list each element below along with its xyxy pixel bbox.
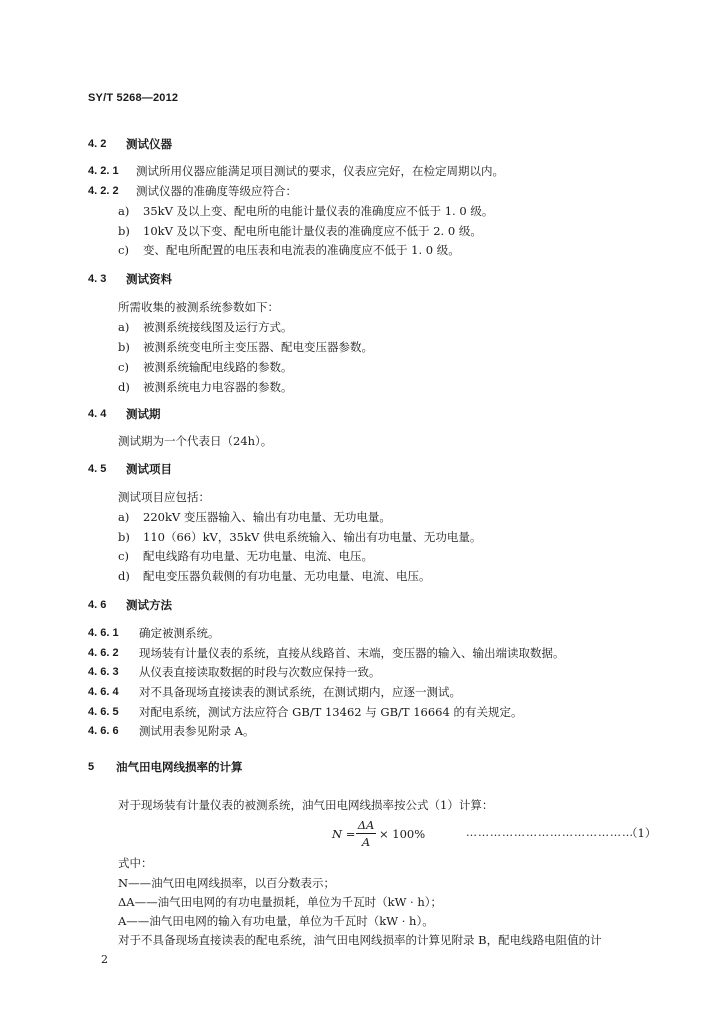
fraction-bar (356, 833, 376, 834)
section-number: 5 (88, 761, 95, 773)
list-letter: c) (118, 360, 129, 374)
section-title: 测试期 (126, 407, 161, 421)
list-letter: c) (118, 243, 129, 257)
formula-fraction (356, 818, 376, 849)
section-number: 4. 6 (88, 599, 107, 611)
list-letter: b) (118, 530, 130, 544)
clause-number: 4. 6. 4 (88, 686, 119, 698)
section-number: 4. 3 (88, 273, 107, 285)
list-letter: b) (118, 340, 130, 354)
clause-text: 确定被测系统。 (139, 626, 220, 640)
list-item: 被测系统电力电容器的参数。 (143, 380, 293, 394)
clause-text: 测试仪器的准确度等级应符合： (136, 184, 297, 198)
clause-text: 对不具备现场直接读表的测试系统，在测试期内，应逐一测试。 (139, 685, 461, 699)
list-item: 被测系统输配电线路的参数。 (143, 360, 293, 374)
variable-definition: A——油气田电网的输入有功电量，单位为千瓦时（kW · h）。 (118, 914, 434, 928)
clause-number: 4. 6. 5 (88, 706, 119, 718)
list-letter: d) (118, 569, 130, 583)
section-number: 4. 2 (88, 138, 107, 150)
formula-denominator: A (361, 835, 371, 849)
list-item: 110（66）kV，35kV 供电系统输入、输出有功电量、无功电量。 (143, 530, 482, 544)
clause-number: 4. 6. 2 (88, 647, 119, 659)
section-title: 测试资料 (126, 272, 172, 286)
section-title: 测试项目 (126, 462, 172, 476)
clause-text: 从仪表直接读取数据的时段与次数应保持一致。 (139, 665, 381, 679)
section-title: 测试方法 (126, 598, 172, 612)
list-letter: b) (118, 224, 130, 238)
list-letter: c) (118, 549, 129, 563)
clause-number: 4. 2. 2 (88, 185, 119, 197)
paragraph: 对于不具备现场直接读表的配电系统，油气田电网线损率的计算见附录 B，配电线路电阻值的计 (118, 933, 602, 947)
variable-definition: N——油气田电网线损率，以百分数表示； (118, 876, 336, 890)
formula-numerator: ΔA (357, 818, 375, 832)
page-number: 2 (101, 953, 108, 966)
line-loss-formula (332, 818, 442, 852)
list-item: 被测系统变电所主变压器、配电变压器参数。 (143, 340, 373, 354)
standard-number-header: SY/T 5268—2012 (88, 92, 179, 104)
list-item: 变、配电所配置的电压表和电流表的准确度应不低于 1. 0 级。 (143, 243, 460, 257)
paragraph: 所需收集的被测系统参数如下： (118, 300, 279, 314)
list-letter: a) (118, 204, 130, 218)
list-item: 10kV 及以下变、配电所电能计量仪表的准确度应不低于 2. 0 级。 (143, 224, 482, 238)
variable-definition: ΔA——油气田电网的有功电量损耗，单位为千瓦时（kW · h）； (118, 895, 443, 909)
list-letter: a) (118, 510, 130, 524)
list-item: 配电线路有功电量、无功电量、电流、电压。 (143, 549, 373, 563)
clause-number: 4. 6. 1 (88, 627, 119, 639)
formula-leader-dots: …………………………………… (466, 826, 634, 839)
clause-number: 4. 6. 3 (88, 666, 119, 678)
clause-text: 对配电系统，测试方法应符合 GB/T 13462 与 GB/T 16664 的有关规定。 (139, 705, 523, 719)
clause-text: 现场装有计量仪表的系统，直接从线路首、末端，变压器的输入、输出端读取数据。 (139, 646, 565, 660)
formula-rhs: × 100% (379, 827, 426, 841)
section-title: 测试仪器 (126, 137, 172, 151)
clause-number: 4. 6. 6 (88, 725, 119, 737)
list-item: 220kV 变压器输入、输出有功电量、无功电量。 (143, 510, 391, 524)
clause-number: 4. 2. 1 (88, 165, 119, 177)
paragraph: 测试项目应包括： (118, 490, 210, 504)
clause-text: 测试用表参见附录 A。 (139, 724, 255, 738)
where-label: 式中： (118, 856, 153, 870)
clause-text: 测试所用仪器应能满足项目测试的要求，仪表应完好，在检定周期以内。 (136, 164, 504, 178)
list-letter: d) (118, 380, 130, 394)
formula-number: （1） (626, 826, 657, 840)
section-number: 4. 4 (88, 408, 107, 420)
section-title: 油气田电网线损率的计算 (116, 760, 243, 774)
paragraph: 测试期为一个代表日（24h）。 (118, 434, 273, 448)
list-item: 35kV 及以上变、配电所的电能计量仪表的准确度应不低于 1. 0 级。 (143, 204, 494, 218)
section-number: 4. 5 (88, 463, 107, 475)
formula-lhs: N = (332, 827, 356, 841)
paragraph: 对于现场装有计量仪表的被测系统，油气田电网线损率按公式（1）计算： (118, 798, 494, 812)
list-item: 被测系统接线图及运行方式。 (143, 320, 293, 334)
list-item: 配电变压器负载侧的有功电量、无功电量、电流、电压。 (143, 569, 431, 583)
list-letter: a) (118, 320, 130, 334)
